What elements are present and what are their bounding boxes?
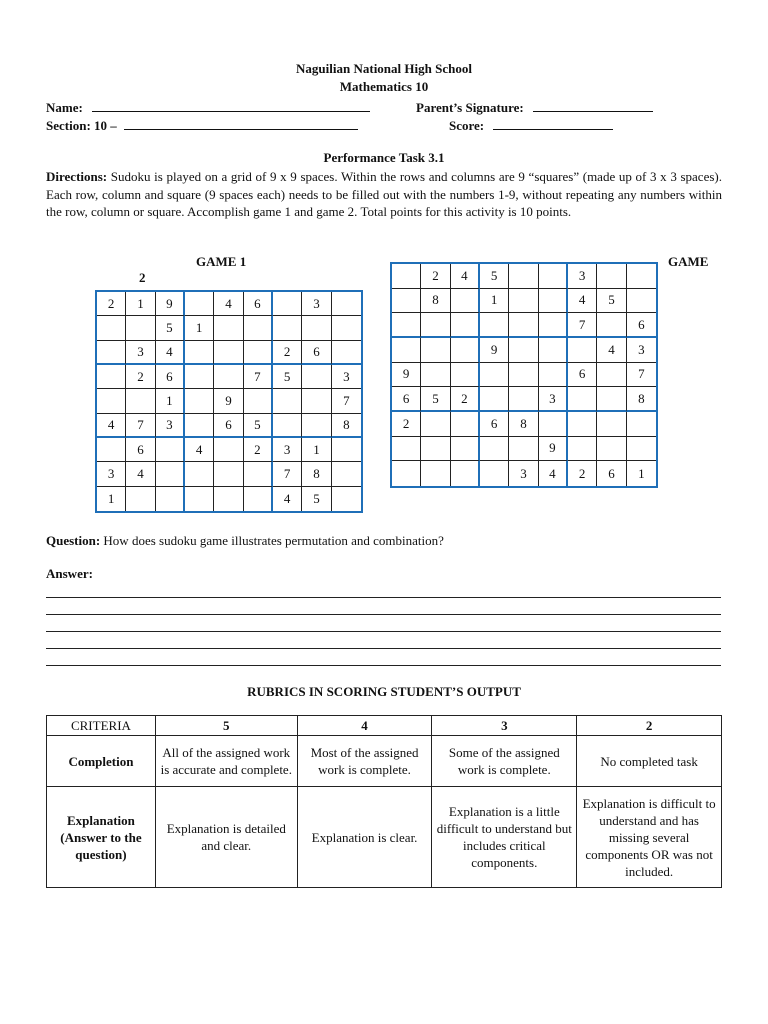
sudoku-given-cell: 4 — [273, 487, 302, 511]
rubric-cell: Explanation is a little difficult to understand but includes critical components. — [432, 787, 577, 888]
sudoku-given-cell: 4 — [185, 438, 214, 462]
sudoku-given-cell: 1 — [97, 487, 126, 511]
question — [46, 533, 444, 549]
sudoku-given-cell: 1 — [156, 389, 185, 413]
sudoku-empty-cell[interactable] — [627, 412, 656, 437]
sudoku-empty-cell[interactable] — [273, 292, 302, 316]
sudoku-empty-cell[interactable] — [214, 462, 243, 486]
sudoku-given-cell: 3 — [568, 264, 597, 289]
directions-label: Directions: — [46, 169, 108, 184]
section-field[interactable] — [46, 117, 358, 134]
sudoku-empty-cell[interactable] — [568, 412, 597, 437]
sudoku-given-cell: 4 — [539, 461, 568, 486]
answer-label: Answer: — [46, 566, 93, 581]
answer-line[interactable] — [46, 597, 721, 598]
sudoku-empty-cell[interactable] — [214, 341, 243, 365]
sudoku-grid-game2 — [390, 262, 658, 488]
sudoku-given-cell: 1 — [638, 465, 645, 481]
rubric-cell: Explanation is clear. — [297, 787, 432, 888]
sudoku-given-cell: 5 — [273, 365, 302, 389]
game1-label: GAME 1 — [196, 254, 247, 269]
sudoku-given-cell: 2 — [273, 341, 302, 365]
sudoku-given-cell: 1 — [126, 292, 155, 316]
sudoku-empty-cell[interactable] — [597, 363, 626, 388]
sudoku-given-cell: 5 — [302, 487, 331, 511]
sudoku-empty-cell[interactable] — [597, 264, 626, 289]
sudoku-given-cell: 8 — [509, 412, 538, 437]
sudoku-empty-cell[interactable] — [332, 316, 361, 340]
sudoku-given-cell: 3 — [126, 341, 155, 365]
sudoku-given-cell: 3 — [273, 438, 302, 462]
sudoku-given-cell: 7 — [244, 365, 273, 389]
sudoku-given-cell: 5 — [156, 316, 185, 340]
section-blank — [124, 117, 358, 130]
header-score-3: 3 — [432, 716, 577, 736]
sudoku-empty-cell[interactable] — [539, 412, 568, 437]
sudoku-empty-cell[interactable] — [332, 462, 361, 486]
sudoku-empty-cell[interactable] — [539, 313, 568, 338]
sudoku-empty-cell[interactable] — [392, 313, 421, 338]
sudoku-empty-cell[interactable] — [627, 437, 656, 462]
sudoku-given-cell: 3 — [332, 365, 361, 389]
sudoku-given-cell: 7 — [273, 462, 302, 486]
sudoku-empty-cell[interactable] — [597, 412, 626, 437]
sudoku-empty-cell[interactable] — [244, 389, 273, 413]
sudoku-empty-cell[interactable] — [392, 338, 421, 363]
sudoku-empty-cell[interactable] — [627, 264, 656, 289]
sudoku-empty-cell[interactable] — [185, 365, 214, 389]
rubric-title: RUBRICS IN SCORING STUDENT’S OUTPUT — [247, 684, 521, 699]
sudoku-empty-cell[interactable] — [539, 363, 568, 388]
sudoku-given-cell: 8 — [302, 462, 331, 486]
sudoku-empty-cell[interactable] — [214, 487, 243, 511]
sudoku-empty-cell[interactable] — [332, 487, 361, 511]
sudoku-empty-cell[interactable] — [597, 313, 626, 338]
sudoku-given-cell: 6 — [568, 363, 597, 388]
answer-line[interactable] — [46, 631, 721, 632]
sudoku-empty-cell[interactable] — [568, 338, 597, 363]
sudoku-given-cell: 6 — [214, 414, 243, 438]
score-label: Score: — [449, 118, 485, 133]
sudoku-given-cell: 6 — [480, 412, 509, 437]
sudoku-given-cell: 3 — [156, 414, 185, 438]
sudoku-empty-cell[interactable] — [568, 387, 597, 412]
sudoku-empty-cell[interactable] — [185, 414, 214, 438]
sudoku-empty-cell[interactable] — [332, 438, 361, 462]
sudoku-given-cell: 5 — [421, 387, 450, 412]
sudoku-empty-cell[interactable] — [302, 316, 331, 340]
sudoku-given-cell: 4 — [214, 292, 243, 316]
sudoku-empty-cell[interactable] — [480, 437, 509, 462]
sudoku-empty-cell[interactable] — [97, 389, 126, 413]
name-label: Name: — [46, 100, 83, 115]
sudoku-empty-cell[interactable] — [539, 289, 568, 314]
sudoku-given-cell: 2 — [568, 461, 597, 486]
sudoku-empty-cell[interactable] — [244, 487, 273, 511]
sudoku-empty-cell[interactable] — [509, 363, 538, 388]
header-score-4: 4 — [297, 716, 432, 736]
answer-line[interactable] — [46, 665, 721, 666]
directions — [46, 168, 722, 221]
sudoku-given-cell: 6 — [627, 313, 656, 338]
question-label: Question: — [46, 533, 101, 548]
sudoku-empty-cell[interactable] — [214, 438, 243, 462]
sudoku-empty-cell[interactable] — [480, 387, 509, 412]
sudoku-empty-cell[interactable] — [539, 264, 568, 289]
sudoku-empty-cell[interactable] — [480, 363, 509, 388]
sudoku-grid-game1 — [95, 290, 363, 513]
rubric-cell: Explanation is difficult to understand and has missing several components OR was not included. — [577, 787, 722, 888]
sudoku-given-cell: 2 — [244, 438, 273, 462]
section-label: Section: 10 – — [46, 118, 117, 133]
sudoku-empty-cell[interactable] — [509, 338, 538, 363]
sudoku-empty-cell[interactable] — [302, 414, 331, 438]
header-criteria: CRITERIA — [47, 716, 156, 736]
sudoku-given-cell: 6 — [126, 438, 155, 462]
rubric-row-explanation — [47, 787, 722, 888]
sudoku-empty-cell[interactable] — [421, 412, 450, 437]
sudoku-empty-cell[interactable] — [185, 487, 214, 511]
sudoku-empty-cell[interactable] — [97, 341, 126, 365]
sudoku-given-cell: 5 — [597, 289, 626, 314]
sudoku-given-cell: 2 — [126, 365, 155, 389]
sudoku-given-cell: 1 — [302, 438, 331, 462]
header-score-5: 5 — [155, 716, 297, 736]
name-blank — [92, 99, 370, 112]
sudoku-given-cell: 3 — [509, 461, 538, 486]
rubric-cell: Some of the assigned work is complete. — [432, 736, 577, 787]
sudoku-given-cell: 2 — [421, 264, 450, 289]
sudoku-given-cell: 2 — [392, 412, 421, 437]
parent-signature-blank — [533, 99, 653, 112]
sudoku-empty-cell[interactable] — [451, 461, 480, 486]
rubric-cell: Most of the assigned work is complete. — [297, 736, 432, 787]
sudoku-empty-cell[interactable] — [421, 363, 450, 388]
sudoku-empty-cell[interactable] — [214, 365, 243, 389]
sudoku-empty-cell[interactable] — [97, 365, 126, 389]
task-title: Performance Task 3.1 — [323, 150, 445, 165]
sudoku-empty-cell[interactable] — [509, 313, 538, 338]
sudoku-given-cell: 9 — [392, 363, 421, 388]
sudoku-empty-cell[interactable] — [627, 289, 656, 314]
sudoku-empty-cell[interactable] — [273, 414, 302, 438]
sudoku-empty-cell[interactable] — [126, 316, 155, 340]
parent-signature-label: Parent’s Signature: — [416, 100, 524, 115]
sudoku-empty-cell[interactable] — [273, 389, 302, 413]
sudoku-given-cell: 7 — [126, 414, 155, 438]
parent-signature-field[interactable] — [416, 99, 653, 116]
sudoku-empty-cell[interactable] — [214, 316, 243, 340]
header-score-2: 2 — [577, 716, 722, 736]
sudoku-given-cell: 9 — [214, 389, 243, 413]
sudoku-empty-cell[interactable] — [156, 438, 185, 462]
sudoku-empty-cell[interactable] — [156, 462, 185, 486]
name-field[interactable] — [46, 99, 370, 116]
sudoku-empty-cell[interactable] — [244, 341, 273, 365]
sudoku-given-cell: 4 — [126, 462, 155, 486]
sudoku-given-cell: 7 — [627, 363, 656, 388]
directions-text: Sudoku is played on a grid of 9 x 9 spaces. Within the rows and columns are 9 “squares” (made up of 3 x 3 spaces). Each row, column and square (9 spaces each) needs to be filled out with the numbers 1-9, without repeating any numbers within the row, column or square. Accomplish game 1 and game 2. Total points for this activity is 10 points. — [46, 169, 722, 219]
sudoku-empty-cell[interactable] — [185, 389, 214, 413]
sudoku-empty-cell[interactable] — [451, 313, 480, 338]
sudoku-given-cell: 4 — [568, 289, 597, 314]
sudoku-given-cell: 7 — [568, 313, 597, 338]
sudoku-empty-cell[interactable] — [185, 341, 214, 365]
sudoku-empty-cell[interactable] — [97, 316, 126, 340]
sudoku-empty-cell[interactable] — [451, 363, 480, 388]
sudoku-empty-cell[interactable] — [244, 462, 273, 486]
sudoku-given-cell: 9 — [156, 292, 185, 316]
sudoku-empty-cell[interactable] — [421, 437, 450, 462]
answer-line[interactable] — [46, 648, 721, 649]
sudoku-empty-cell[interactable] — [392, 264, 421, 289]
sudoku-empty-cell[interactable] — [451, 437, 480, 462]
sudoku-given-cell: 3 — [302, 292, 331, 316]
rubric-header-row — [47, 716, 722, 736]
sudoku-given-cell: 4 — [97, 414, 126, 438]
answer-line[interactable] — [46, 614, 721, 615]
rubric-cell: No completed task — [577, 736, 722, 787]
sudoku-empty-cell[interactable] — [302, 389, 331, 413]
game2-label-number: 2 — [139, 270, 146, 285]
sudoku-empty-cell[interactable] — [302, 365, 331, 389]
sudoku-given-cell: 3 — [97, 462, 126, 486]
rubric-row-completion — [47, 736, 722, 787]
sudoku-empty-cell[interactable] — [509, 437, 538, 462]
sudoku-empty-cell[interactable] — [421, 461, 450, 486]
rubric-table — [46, 715, 722, 888]
sudoku-empty-cell[interactable] — [273, 316, 302, 340]
sudoku-given-cell: 4 — [451, 264, 480, 289]
score-blank — [493, 117, 613, 130]
sudoku-empty-cell[interactable] — [451, 338, 480, 363]
sudoku-given-cell: 7 — [332, 389, 361, 413]
sudoku-given-cell: 4 — [597, 338, 626, 363]
sudoku-empty-cell[interactable] — [126, 389, 155, 413]
sudoku-given-cell: 6 — [156, 365, 185, 389]
sudoku-empty-cell[interactable] — [332, 341, 361, 365]
sudoku-empty-cell[interactable] — [509, 264, 538, 289]
sudoku-given-cell: 1 — [480, 289, 509, 314]
sudoku-given-cell: 2 — [97, 292, 126, 316]
sudoku-given-cell: 9 — [480, 338, 509, 363]
sudoku-empty-cell[interactable] — [480, 461, 509, 486]
sudoku-empty-cell[interactable] — [451, 289, 480, 314]
sudoku-empty-cell[interactable] — [126, 487, 155, 511]
question-text: How does sudoku game illustrates permutation and combination? — [100, 533, 444, 548]
sudoku-empty-cell[interactable] — [597, 387, 626, 412]
sudoku-given-cell: 8 — [627, 387, 656, 412]
school-name: Naguilian National High School — [296, 61, 472, 76]
sudoku-given-cell: 5 — [480, 264, 509, 289]
criteria-explanation: Explanation (Answer to the question) — [47, 787, 156, 888]
rubric-cell: All of the assigned work is accurate and complete. — [155, 736, 297, 787]
sudoku-empty-cell[interactable] — [539, 338, 568, 363]
sudoku-empty-cell[interactable] — [244, 316, 273, 340]
sudoku-given-cell: 3 — [627, 338, 656, 363]
criteria-completion: Completion — [47, 736, 156, 787]
sudoku-empty-cell[interactable] — [480, 313, 509, 338]
sudoku-given-cell: 1 — [185, 316, 214, 340]
sudoku-empty-cell[interactable] — [185, 292, 214, 316]
sudoku-empty-cell[interactable] — [421, 313, 450, 338]
sudoku-given-cell: 6 — [392, 387, 421, 412]
sudoku-empty-cell[interactable] — [509, 387, 538, 412]
subject-title: Mathematics 10 — [339, 79, 429, 94]
sudoku-given-cell: 8 — [421, 289, 450, 314]
sudoku-empty-cell[interactable] — [509, 289, 538, 314]
sudoku-empty-cell[interactable] — [568, 437, 597, 462]
sudoku-given-cell: 6 — [244, 292, 273, 316]
sudoku-given-cell: 6 — [597, 461, 626, 486]
sudoku-empty-cell[interactable] — [185, 462, 214, 486]
sudoku-given-cell: 3 — [539, 387, 568, 412]
sudoku-given-cell: 2 — [451, 387, 480, 412]
sudoku-given-cell: 6 — [302, 341, 331, 365]
rubric-cell: Explanation is detailed and clear. — [155, 787, 297, 888]
sudoku-empty-cell[interactable] — [421, 338, 450, 363]
sudoku-empty-cell[interactable] — [392, 461, 421, 486]
sudoku-empty-cell[interactable] — [597, 437, 626, 462]
sudoku-given-cell: 5 — [244, 414, 273, 438]
game2-label: GAME — [668, 254, 709, 269]
sudoku-empty-cell[interactable] — [392, 437, 421, 462]
sudoku-empty-cell[interactable] — [156, 487, 185, 511]
sudoku-empty-cell[interactable] — [392, 289, 421, 314]
sudoku-empty-cell[interactable] — [332, 292, 361, 316]
sudoku-empty-cell[interactable] — [97, 438, 126, 462]
sudoku-given-cell: 9 — [539, 437, 568, 462]
sudoku-given-cell: 8 — [332, 414, 361, 438]
score-field[interactable] — [449, 117, 613, 134]
sudoku-given-cell: 4 — [156, 341, 185, 365]
sudoku-empty-cell[interactable] — [451, 412, 480, 437]
